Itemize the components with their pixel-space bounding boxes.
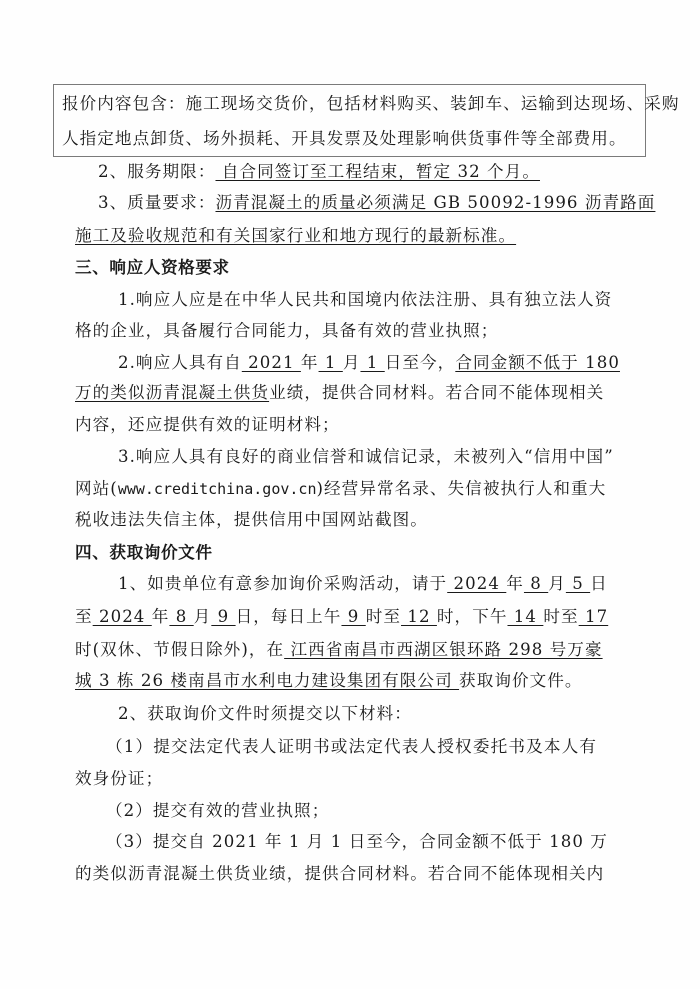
quote-box-line-1: 报价内容包含：施工现场交货价，包括材料购买、装卸车、运输到达现场、采购 (62, 94, 680, 113)
quote-box-line-2: 人指定地点卸货、场外损耗、开具发票及处理影响供货事件等全部费用。 (62, 129, 627, 148)
month-unit: 月 (342, 353, 361, 372)
section-4-heading: 四、获取询价文件 (75, 543, 213, 562)
service-period-line (98, 160, 597, 184)
s3-item2-line-1 (118, 351, 620, 375)
year-unit: 年 (506, 574, 524, 593)
s4-sub1-line-2: 效身份证； (75, 769, 164, 788)
year-unit: 年 (151, 607, 170, 626)
pm-start: 14 (507, 607, 544, 626)
s3-item2-year: 2021 (241, 353, 301, 372)
s4-item1-line-2 (75, 605, 609, 629)
start-day: 5 (565, 574, 591, 593)
am-to: 时至 (365, 607, 402, 626)
quality-value-2: 施工及验收规范和有关国家行业和地方现行的最新标准。 (75, 226, 517, 245)
address-line-2: 城 3 栋 26 楼南昌市水利电力建设集团有限公司 (75, 671, 460, 690)
s3-item2-line2-rest: 业绩，提供合同材料。若合同不能体现相关 (269, 383, 605, 402)
creditchina-url: www.creditchina.gov.cn (117, 480, 317, 498)
day-suffix: 日至今， (384, 353, 456, 372)
s4-item1-line-4 (75, 669, 597, 693)
year-unit: 年 (300, 353, 319, 372)
s3-item2-scope: 万的类似沥青混凝土供货 (75, 383, 270, 402)
pm-to: 时至 (543, 607, 579, 626)
url-open-paren: 网站( (75, 479, 118, 498)
am-start: 9 (341, 607, 366, 626)
month-unit: 月 (548, 574, 566, 593)
s3-item3-line-2 (75, 477, 607, 501)
end-month: 8 (169, 607, 194, 626)
s4-item1-line-3 (75, 638, 603, 662)
s3-item2-line-2 (75, 381, 605, 405)
quality-value-1: 沥青混凝土的质量必须满足 GB 50092-1996 沥青路面 (215, 193, 656, 212)
s3-item3-line-1: 3.响应人具有良好的商业信誉和诚信记录，未被列入“信用中国” (118, 447, 614, 466)
quality-line-2 (75, 224, 597, 248)
address-suffix: 获取询价文件。 (459, 671, 583, 690)
service-period-label: 2、服务期限： (98, 162, 216, 181)
quality-label: 3、质量要求： (98, 193, 216, 212)
quality-line-1 (98, 191, 656, 215)
start-year: 2024 (447, 574, 507, 593)
s3-item3-line2-suffix: )经营异常名录、失信被执行人和重大 (316, 479, 607, 498)
day-unit: 日 (590, 574, 608, 593)
month-unit: 月 (193, 607, 212, 626)
s3-item2-amount: 合同金额不低于 180 (455, 353, 620, 372)
s4-sub1-line-1: （1）提交法定代表人证明书或法定代表人授权委托书及本人有 (106, 737, 597, 756)
service-period-value: 自合同签订至工程结束，暂定 32 个月。 (215, 162, 540, 181)
s3-item2-month: 1 (318, 353, 343, 372)
section-3-heading: 三、响应人资格要求 (75, 258, 230, 277)
s3-item1-line-2: 格的企业，具备履行合同能力，具备有效的营业执照； (75, 321, 499, 340)
s3-item3-line-3: 税收违法失信主体，提供信用中国网站截图。 (75, 510, 428, 529)
am-text: 日，每日上午 (235, 607, 342, 626)
s4-item1-prefix: 1、如贵单位有意参加询价采购活动，请于 (118, 574, 448, 593)
address-line-1: 江西省南昌市西湖区银环路 298 号万豪 (284, 640, 603, 659)
s3-item2-prefix: 2.响应人具有自 (118, 353, 242, 372)
pm-end: 17 (578, 607, 609, 626)
s4-sub3-line-2: 的类似沥青混凝土供货业绩，提供合同材料。若合同不能体现相关内 (75, 864, 605, 883)
s4-sub3-line-1: （3）提交自 2021 年 1 月 1 日至今，合同金额不低于 180 万 (106, 832, 608, 851)
end-year: 2024 (92, 607, 152, 626)
s3-item1-line-1: 1.响应人应是在中华人民共和国境内依法注册、具有独立法人资 (118, 290, 613, 309)
am-end: 12 (401, 607, 437, 626)
end-day: 9 (211, 607, 236, 626)
s3-item2-line-3: 内容，还应提供有效的证明材料； (75, 415, 340, 434)
s3-item2-day: 1 (360, 353, 385, 372)
to-text: 至 (75, 607, 93, 626)
pm-text: 时，下午 (436, 607, 508, 626)
s4-item2-heading: 2、获取询价文件时须提交以下材料： (118, 704, 412, 723)
s4-item1-line-1 (118, 572, 608, 596)
start-month: 8 (523, 574, 549, 593)
hour-suffix: 时(双休、节假日除外)，在 (75, 640, 285, 659)
s4-sub2: （2）提交有效的营业执照； (106, 801, 330, 820)
